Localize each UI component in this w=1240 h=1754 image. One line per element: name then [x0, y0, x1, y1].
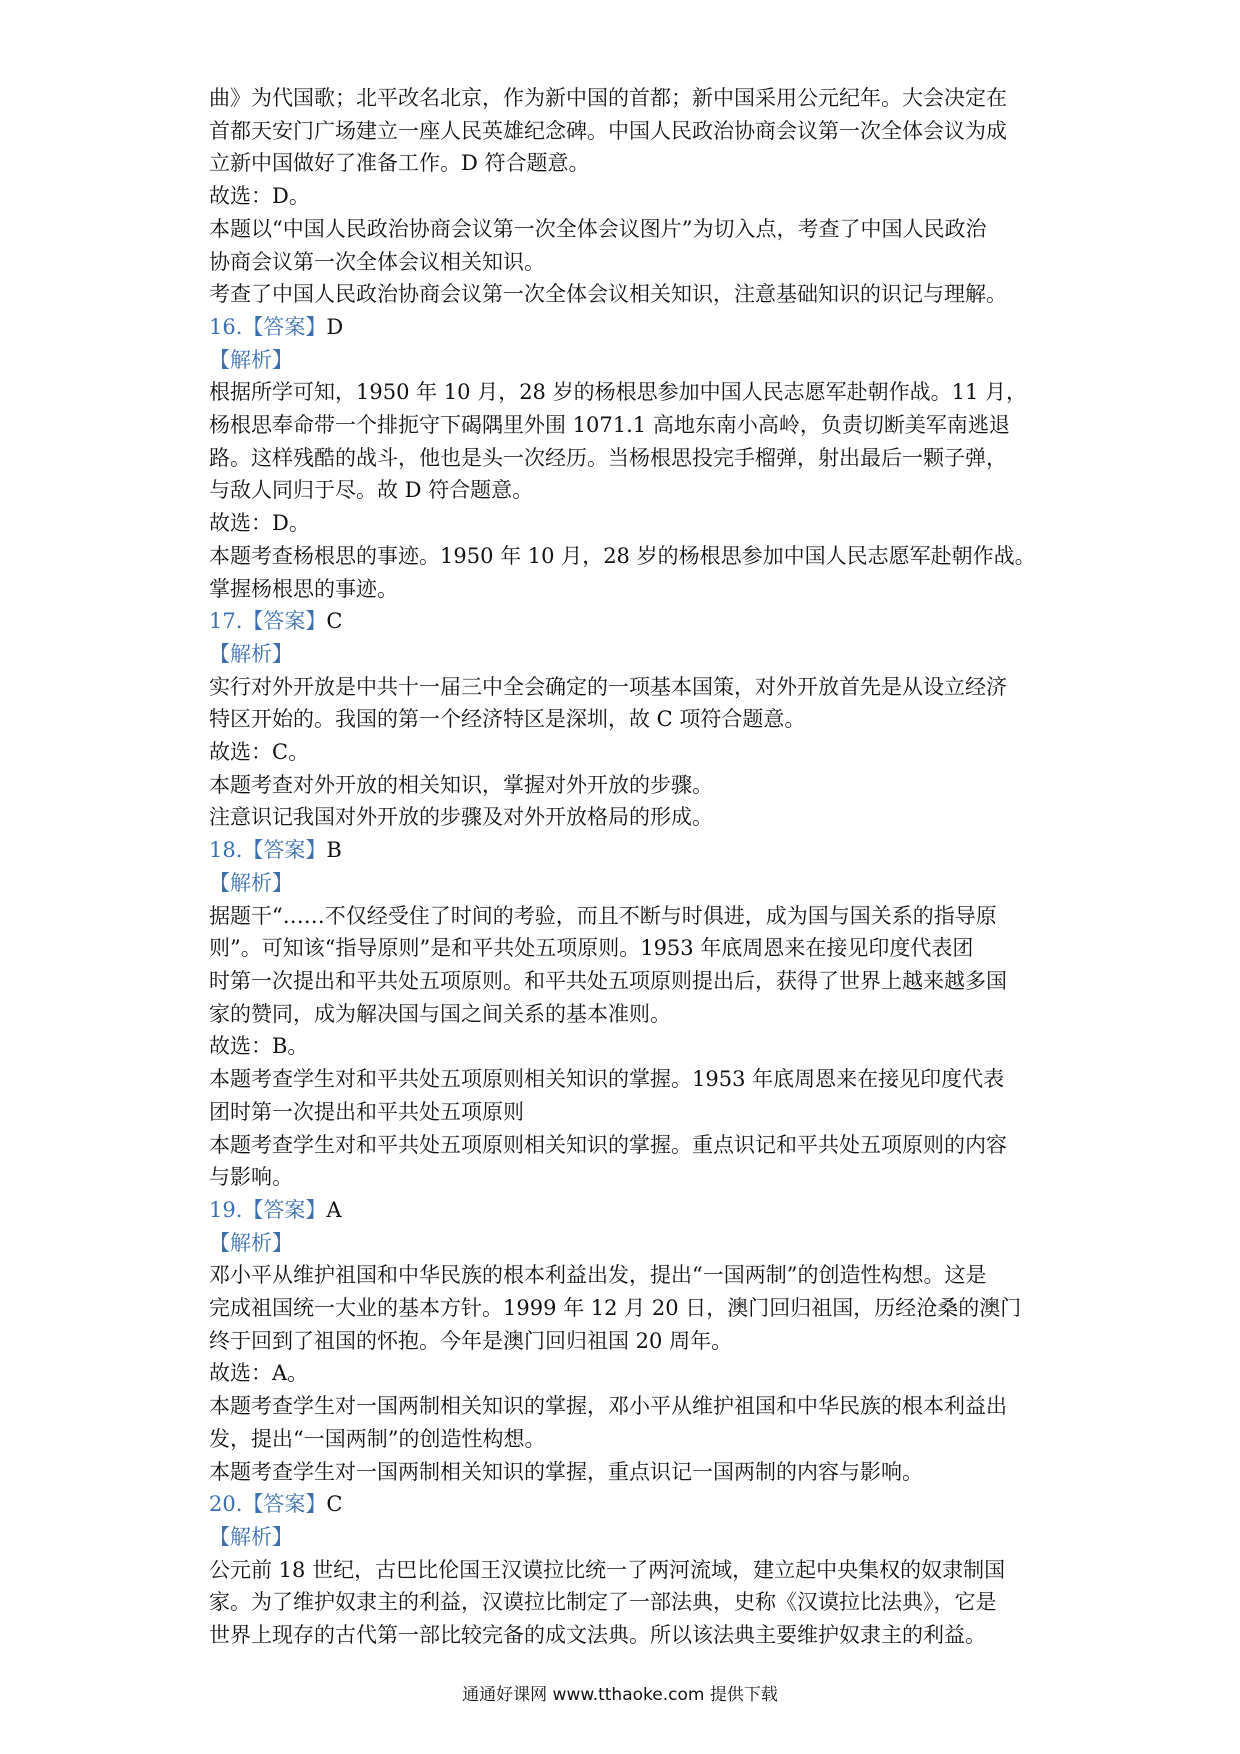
text-line: 路。这样残酷的战斗，他也是头一次经历。当杨根思投完手榴弹，射出最后一颗子弹， [209, 445, 1007, 470]
question-number: 19. [209, 1197, 243, 1222]
text-line: 本题考查学生对和平共处五项原则相关知识的掌握。1953 年底周恩来在接见印度代表 [209, 1067, 1005, 1092]
text-line: 本题考查学生对一国两制相关知识的掌握，重点识记一国两制的内容与影响。 [209, 1459, 923, 1484]
text-line: 公元前 18 世纪，古巴比伦国王汉谟拉比统一了两河流域，建立起中央集权的奴隶制国 [209, 1557, 1006, 1582]
text-line: 团时第一次提出和平共处五项原则 [209, 1099, 524, 1124]
text-line: 故选：C。 [209, 740, 310, 765]
analysis-heading: 【解析】 [209, 641, 293, 666]
question-20 [209, 1488, 1039, 1652]
page-footer: 通通好课网 www.tthaoke.com 提供下载 [462, 1685, 778, 1705]
question-number: 20. [209, 1492, 243, 1517]
text-line: 据题干“……不仅经受住了时间的考验，而且不断与时俱进，成为国与国关系的指导原 [209, 903, 997, 928]
text-line: 故选：B。 [209, 1034, 309, 1059]
text-line: 完成祖国统一大业的基本方针。1999 年 12 月 20 日，澳门回归祖国，历经沧桑的澳门 [209, 1296, 1022, 1321]
text-line: 世界上现存的古代第一部比较完备的成文法典。所以该法典主要维护奴隶主的利益。 [209, 1623, 986, 1648]
text-line: 根据所学可知，1950 年 10 月，28 岁的杨根思参加中国人民志愿军赴朝作战。11 月， [209, 380, 1027, 405]
answer-tag: 【答案】 [242, 609, 327, 634]
question-17 [209, 605, 1039, 834]
question-number: 17. [209, 609, 243, 634]
text-line: 故选：D。 [209, 511, 310, 536]
text-line: 掌握杨根思的事迹。 [209, 576, 398, 601]
text-line: 发，提出“一国两制”的创造性构想。 [209, 1426, 546, 1451]
text-line: 协商会议第一次全体会议相关知识。 [209, 249, 545, 274]
text-line: 本题考查对外开放的相关知识，掌握对外开放的步骤。 [209, 772, 713, 797]
question-number: 16. [209, 314, 243, 339]
answer-heading [209, 1488, 1039, 1521]
answer-tag: 【答案】 [242, 314, 327, 339]
question-19 [209, 1194, 1039, 1488]
text-line: 特区开始的。我国的第一个经济特区是深圳，故 C 项符合题意。 [209, 707, 806, 732]
text-line: 则”。可知该“指导原则”是和平共处五项原则。1953 年底周恩来在接见印度代表团 [209, 936, 974, 961]
analysis-heading: 【解析】 [209, 1524, 293, 1549]
text-line: 与影响。 [209, 1165, 293, 1190]
analysis-heading: 【解析】 [209, 870, 293, 895]
text-line: 本题考查学生对一国两制相关知识的掌握，邓小平从维护祖国和中华民族的根本利益出 [209, 1394, 1007, 1419]
answer-letter: B [326, 838, 342, 863]
answer-heading [209, 311, 1039, 344]
text-line: 注意识记我国对外开放的步骤及对外开放格局的形成。 [209, 805, 713, 830]
text-line: 本题考查学生对和平共处五项原则相关知识的掌握。重点识记和平共处五项原则的内容 [209, 1132, 1007, 1157]
text-line: 时第一次提出和平共处五项原则。和平共处五项原则提出后，获得了世界上越来越多国 [209, 968, 1007, 993]
answer-tag: 【答案】 [242, 838, 327, 863]
text-line: 首都天安门广场建立一座人民英雄纪念碑。中国人民政治协商会议第一次全体会议为成 [209, 118, 1007, 143]
document-body [209, 82, 1039, 1652]
answer-heading [209, 605, 1039, 638]
answer-tag: 【答案】 [242, 1197, 327, 1222]
text-line: 与敌人同归于尽。故 D 符合题意。 [209, 478, 534, 503]
question-number: 18. [209, 838, 243, 863]
answer-heading [209, 834, 1039, 867]
answer-letter: C [326, 609, 343, 634]
analysis-heading: 【解析】 [209, 347, 293, 372]
intro-section [209, 82, 1039, 311]
answer-letter: D [326, 314, 344, 339]
text-line: 杨根思奉命带一个排扼守下碣隅里外围 1071.1 高地东南小高岭，负责切断美军南逃退 [209, 413, 1010, 438]
text-line: 家。为了维护奴隶主的利益，汉谟拉比制定了一部法典，史称《汉谟拉比法典》，它是 [209, 1590, 997, 1615]
question-16 [209, 311, 1039, 605]
text-line: 终于回到了祖国的怀抱。今年是澳门回归祖国 20 周年。 [209, 1328, 733, 1353]
text-line: 家的赞同，成为解决国与国之间关系的基本准则。 [209, 1001, 671, 1026]
text-line: 故选：A。 [209, 1361, 309, 1386]
answer-letter: C [326, 1492, 343, 1517]
answer-heading [209, 1194, 1039, 1227]
text-line: 故选：D。 [209, 184, 310, 209]
text-line: 本题考查杨根思的事迹。1950 年 10 月，28 岁的杨根思参加中国人民志愿军赴朝作战。 [209, 543, 1036, 568]
text-line: 立新中国做好了准备工作。D 符合题意。 [209, 151, 590, 176]
text-line: 本题以“中国人民政治协商会议第一次全体会议图片”为切入点，考查了中国人民政治 [209, 216, 987, 241]
text-line: 邓小平从维护祖国和中华民族的根本利益出发，提出“一国两制”的创造性构想。这是 [209, 1263, 987, 1288]
analysis-heading: 【解析】 [209, 1230, 293, 1255]
text-line: 曲》为代国歌；北平改名北京，作为新中国的首都；新中国采用公元纪年。大会决定在 [209, 86, 1007, 110]
answer-tag: 【答案】 [242, 1492, 327, 1517]
text-line: 实行对外开放是中共十一届三中全会确定的一项基本国策，对外开放首先是从设立经济 [209, 674, 1007, 699]
question-18 [209, 834, 1039, 1194]
answer-letter: A [326, 1197, 342, 1222]
text-line: 考查了中国人民政治协商会议第一次全体会议相关知识，注意基础知识的识记与理解。 [209, 282, 1007, 307]
